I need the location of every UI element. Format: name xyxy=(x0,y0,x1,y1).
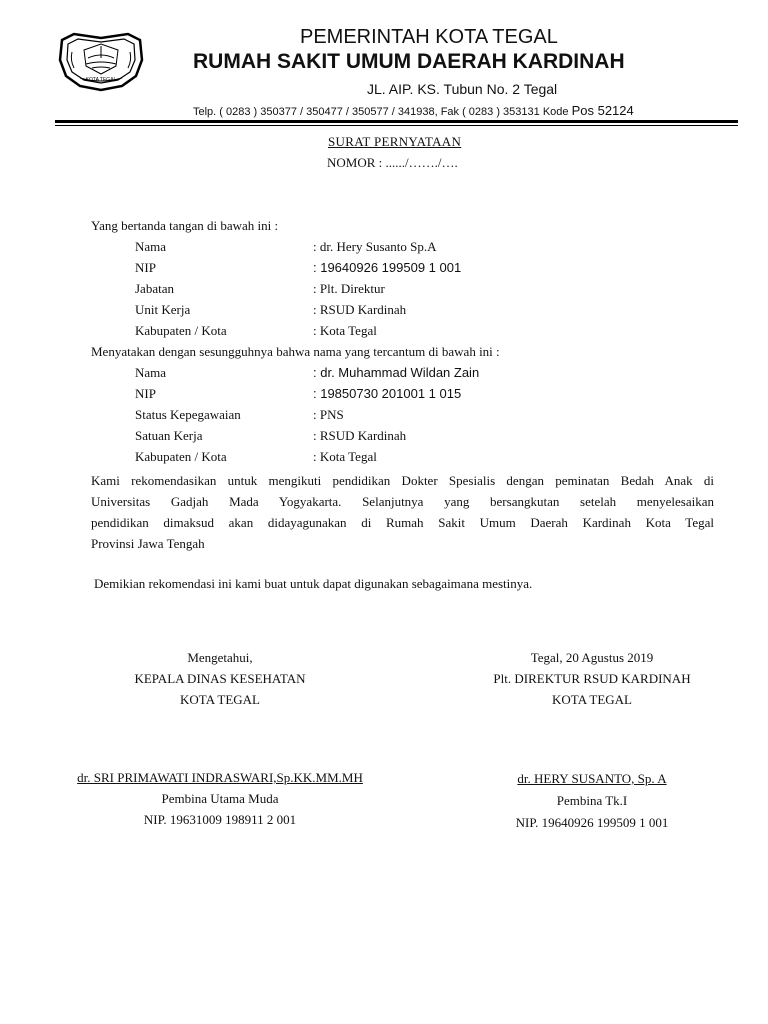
subject-name-label: Nama xyxy=(135,365,167,380)
document-number: NOMOR : ....../……./…. xyxy=(327,155,458,170)
subject-nip-value: : 19850730 201001 1 015 xyxy=(313,386,462,401)
right-signatory-rank: Pembina Tk.I xyxy=(556,793,628,808)
letterhead-divider xyxy=(55,120,738,123)
postal-code: 52124 xyxy=(593,103,634,118)
signer-intro: Yang bertanda tangan di bawah ini : xyxy=(91,218,279,233)
right-signatory-nip: NIP. 19640926 199509 1 001 xyxy=(515,815,669,830)
signer-name-value: : dr. Hery Susanto Sp.A xyxy=(313,239,437,254)
subject-unit-value: : RSUD Kardinah xyxy=(313,428,407,443)
left-signatory-rank: Pembina Utama Muda xyxy=(161,791,279,806)
left-city: KOTA TEGAL xyxy=(180,692,260,707)
subject-nip-label: NIP xyxy=(135,386,156,401)
right-signatory-name: dr. HERY SUSANTO, Sp. A xyxy=(517,771,667,786)
hospital-address: JL. AIP. KS. Tubun No. 2 Tegal xyxy=(367,81,558,97)
signer-unit-label: Unit Kerja xyxy=(135,302,191,317)
closing-statement: Demikian rekomendasi ini kami buat untuk dapat digunakan sebagaimana mestinya. xyxy=(94,576,533,591)
left-acknowledged: Mengetahui, xyxy=(187,650,253,665)
subject-status-label: Status Kepegawaian xyxy=(135,407,241,422)
kota-tegal-seal-icon xyxy=(56,30,146,92)
signer-nip-value: : 19640926 199509 1 001 xyxy=(313,260,462,275)
subject-unit-label: Satuan Kerja xyxy=(135,428,203,443)
left-signatory-name: dr. SRI PRIMAWATI INDRASWARI,Sp.KK.MM.MH xyxy=(77,770,363,785)
right-position: Plt. DIREKTUR RSUD KARDINAH xyxy=(493,671,691,686)
paragraph-line: pendidikan dimaksud akan didayagunakan di Rumah Sakit Umum Daerah Kardinah Kota Tegal xyxy=(91,515,714,530)
paragraph-line: Kami rekomendasikan untuk mengikuti pendidikan Dokter Spesialis dengan peminatan Bedah Anak di xyxy=(91,473,714,488)
signer-position-value: : Plt. Direktur xyxy=(313,281,385,296)
signer-position-label: Jabatan xyxy=(135,281,174,296)
subject-name-value: : dr. Muhammad Wildan Zain xyxy=(313,365,480,380)
subject-city-label: Kabupaten / Kota xyxy=(135,449,227,464)
hospital-name: RUMAH SAKIT UMUM DAERAH KARDINAH xyxy=(193,50,625,73)
subject-city-value: : Kota Tegal xyxy=(313,449,377,464)
paragraph-line: Provinsi Jawa Tengah xyxy=(91,536,205,551)
signer-name-label: Nama xyxy=(135,239,167,254)
right-place-date: Tegal, 20 Agustus 2019 xyxy=(530,650,654,665)
paragraph-line: Universitas Gadjah Mada Yogyakarta. Selanjutnya yang bersangkutan setelah menyelesaikan xyxy=(91,494,714,509)
logo-caption: KOTA TEGAL xyxy=(85,77,117,83)
subject-intro: Menyatakan dengan sesungguhnya bahwa nama yang tercantum di bawah ini : xyxy=(91,344,500,359)
left-signatory-nip: NIP. 19631009 198911 2 001 xyxy=(143,812,297,827)
contact-line xyxy=(193,103,634,118)
signer-city-value: : Kota Tegal xyxy=(313,323,377,338)
left-position: KEPALA DINAS KESEHATAN xyxy=(134,671,306,686)
letterhead-divider-thin xyxy=(55,125,738,126)
signer-unit-value: : RSUD Kardinah xyxy=(313,302,407,317)
signer-city-label: Kabupaten / Kota xyxy=(135,323,227,338)
contact-numbers: Telp. ( 0283 ) 350377 / 350477 / 350577 / 341938, Fak ( 0283 ) 353131 Kode xyxy=(193,106,572,118)
subject-status-value: : PNS xyxy=(313,407,344,422)
document-title: SURAT PERNYATAAN xyxy=(328,134,462,149)
right-city: KOTA TEGAL xyxy=(552,692,632,707)
postal-label: Pos xyxy=(571,103,594,118)
recommendation-paragraph xyxy=(91,470,714,554)
signer-nip-label: NIP xyxy=(135,260,156,275)
government-name: PEMERINTAH KOTA TEGAL xyxy=(300,26,558,48)
